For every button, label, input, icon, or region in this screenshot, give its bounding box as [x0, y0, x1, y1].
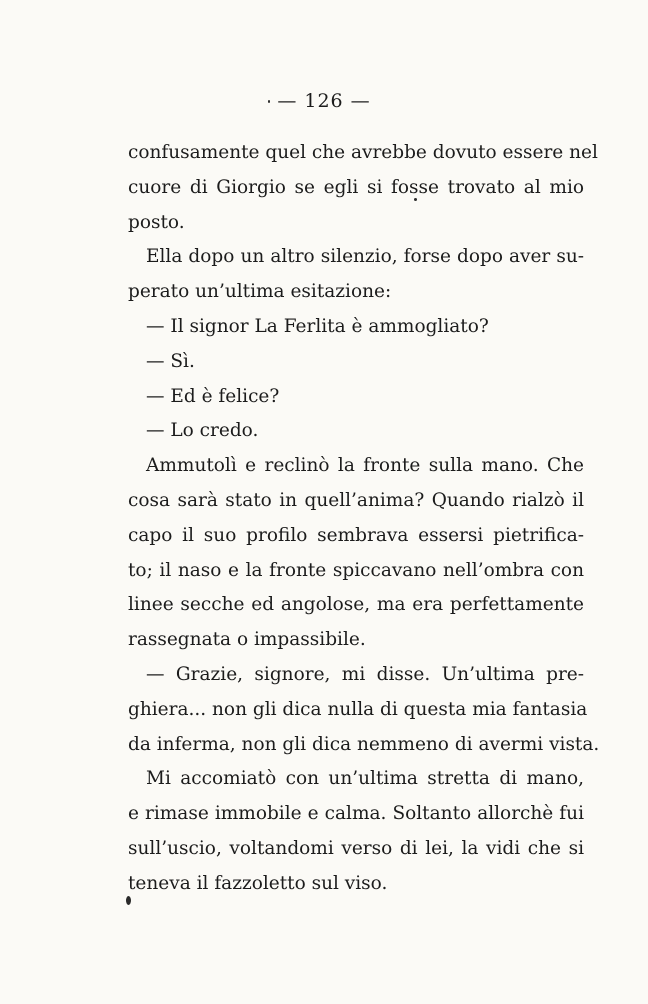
- text-line: — Grazie, signore, mi disse. Un’ultima pre-: [146, 663, 584, 685]
- text-line: cuore di Giorgio se egli si fosse trovato al mio: [128, 176, 584, 198]
- body-text: [128, 136, 600, 902]
- text-line: Ammutolì e reclinò la fronte sulla mano. Che: [146, 455, 584, 477]
- text-line: e rimase immobile e calma. Soltanto allorchè fui: [128, 803, 584, 825]
- text-line: confusamente quel che avrebbe dovuto essere nel: [128, 142, 598, 163]
- text-line: — Ed è felice?: [146, 385, 280, 407]
- ink-speck: [268, 100, 270, 103]
- text-line: teneva il fazzoletto sul viso.: [128, 872, 388, 894]
- text-line: perato un’ultima esitazione:: [128, 281, 392, 303]
- text-line: Ella dopo un altro silenzio, forse dopo aver su-: [146, 246, 584, 268]
- text-line: to; il naso e la fronte spiccavano nell’ombra con: [128, 559, 584, 581]
- text-line: ghiera... non gli dica nulla di questa mia fantasia: [128, 698, 588, 720]
- text-line: linee secche ed angolose, ma era perfettamente: [128, 594, 584, 616]
- text-line: posto.: [128, 211, 185, 233]
- text-line: sull’uscio, voltandomi verso di lei, la vidi che si: [128, 837, 584, 859]
- ink-speck: [414, 198, 417, 201]
- ink-speck: [126, 896, 131, 905]
- text-line: — Il signor La Ferlita è ammogliato?: [146, 315, 489, 337]
- text-line: capo il suo profilo sembrava essersi pietrifica-: [128, 524, 584, 546]
- text-line: da inferma, non gli dica nemmeno di avermi vista.: [128, 733, 600, 755]
- text-line: rassegnata o impassibile.: [128, 629, 366, 651]
- text-line: cosa sarà stato in quell’anima? Quando rialzò il: [128, 489, 584, 511]
- text-line: — Lo credo.: [146, 420, 259, 442]
- text-line: — Sì.: [146, 350, 195, 372]
- text-line: Mi accomiatò con un’ultima stretta di mano,: [146, 768, 584, 790]
- page-number: — 126 —: [277, 90, 371, 112]
